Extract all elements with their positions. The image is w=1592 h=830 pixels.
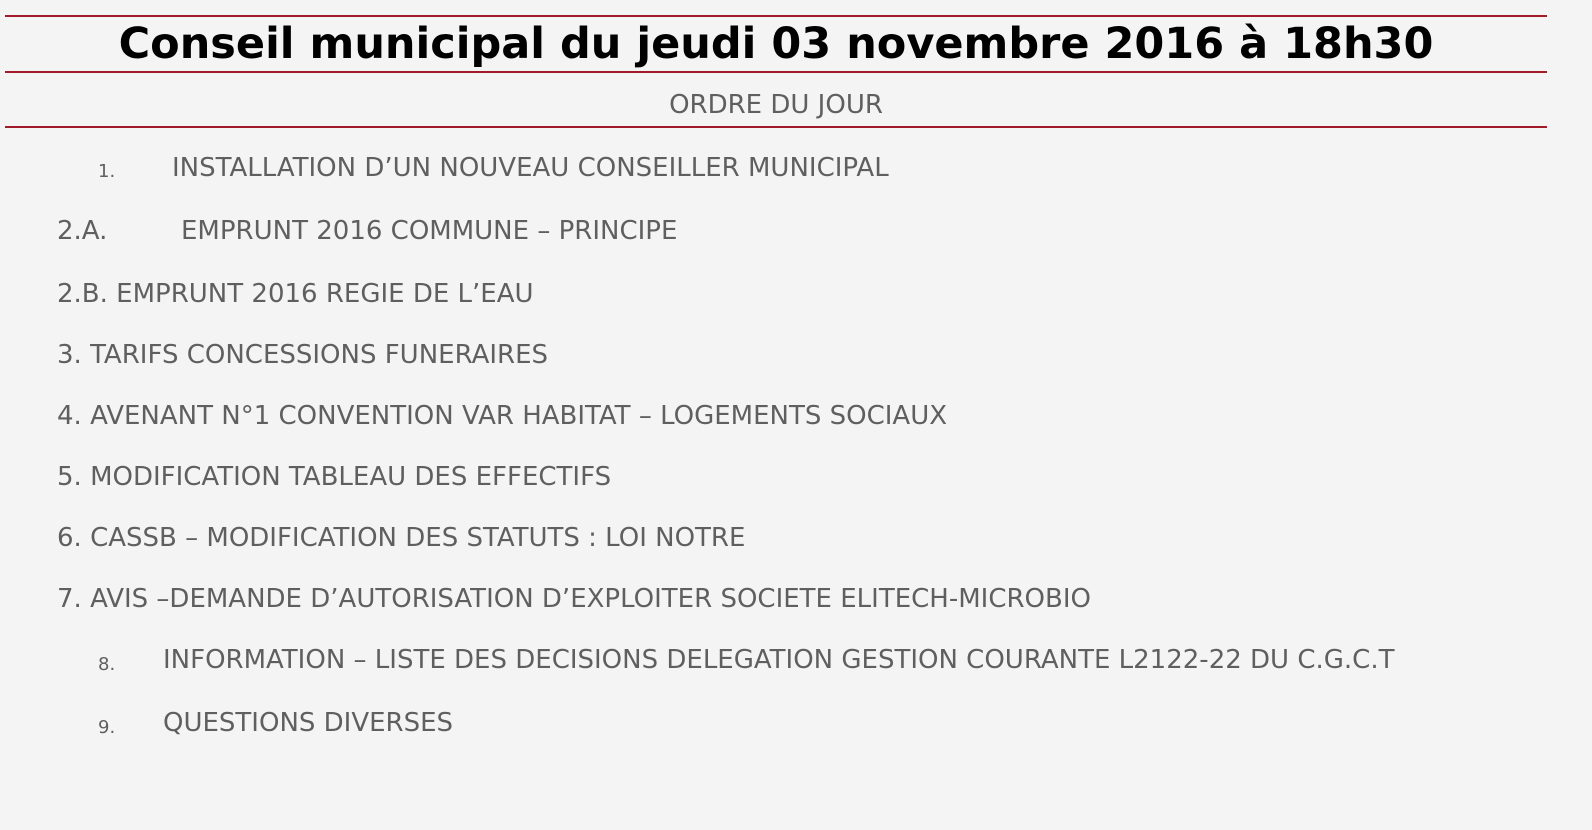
agenda-heading: ORDRE DU JOUR: [669, 90, 883, 120]
agenda-item-text: 2.B. EMPRUNT 2016 REGIE DE L’EAU: [57, 279, 534, 309]
heading-bottom-rule: [5, 126, 1547, 128]
agenda-item-text: INFORMATION – LISTE DES DECISIONS DELEGATION GESTION COURANTE L2122-22 DU C.G.C.T: [163, 645, 1395, 675]
agenda-item-text: 3. TARIFS CONCESSIONS FUNERAIRES: [57, 340, 549, 370]
agenda-item-text: 6. CASSB – MODIFICATION DES STATUTS : LOI NOTRE: [57, 523, 746, 553]
title-bottom-rule: [5, 71, 1547, 73]
agenda-item-text: 5. MODIFICATION TABLEAU DES EFFECTIFS: [57, 462, 612, 492]
agenda-item-number: 9.: [98, 717, 116, 738]
agenda-item-text: 4. AVENANT N°1 CONVENTION VAR HABITAT – LOGEMENTS SOCIAUX: [57, 401, 948, 431]
agenda-item-text: 7. AVIS –DEMANDE D’AUTORISATION D’EXPLOITER SOCIETE ELITECH-MICROBIO: [57, 584, 1091, 614]
agenda-item-number: 1.: [98, 161, 116, 182]
page-title: Conseil municipal du jeudi 03 novembre 2016 à 18h30: [118, 19, 1434, 69]
agenda-item-text: INSTALLATION D’UN NOUVEAU CONSEILLER MUNICIPAL: [172, 153, 889, 183]
agenda-item-text: QUESTIONS DIVERSES: [163, 708, 454, 738]
agenda-item-number: 8.: [98, 654, 116, 675]
agenda-item-number: 2.A.: [57, 216, 108, 246]
agenda-item-text: EMPRUNT 2016 COMMUNE – PRINCIPE: [181, 216, 678, 246]
